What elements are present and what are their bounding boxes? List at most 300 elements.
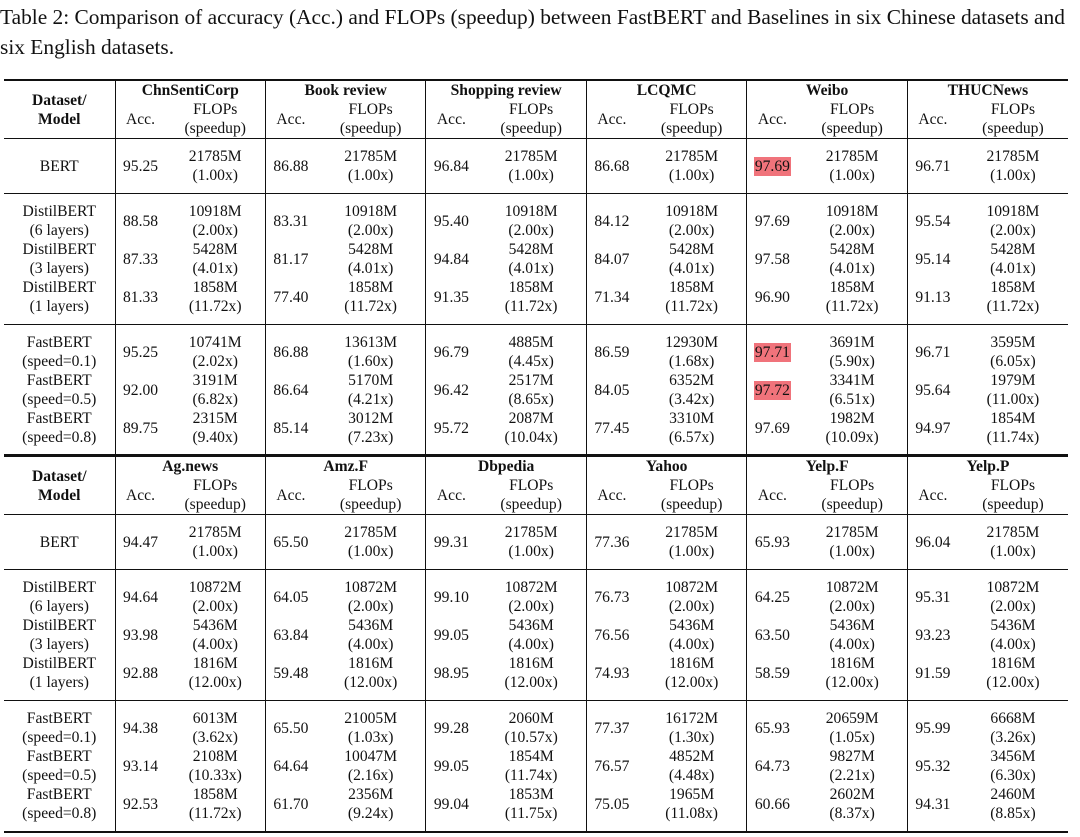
acc-value	[747, 240, 797, 278]
acc-value-text: 99.04	[433, 795, 469, 813]
flops-value-line-2: (10.04x)	[504, 429, 558, 446]
acc-value	[907, 570, 957, 617]
flops-value-line-1: 2517M	[508, 372, 554, 389]
acc-value	[747, 654, 797, 701]
acc-value	[907, 278, 957, 325]
flops-value-line-1: 5428M	[508, 241, 554, 258]
flops-value-line-2: (1.00x)	[668, 543, 715, 560]
flops-value	[166, 194, 266, 241]
acc-value	[265, 515, 315, 570]
flops-value-line-1: 21785M	[504, 148, 558, 165]
model-name-line-2: (speed=0.5)	[22, 767, 97, 784]
flops-value	[797, 570, 907, 617]
flops-value-line-1: 1965M	[669, 786, 715, 803]
flops-value-line-1: 10918M	[986, 203, 1040, 220]
acc-value	[907, 139, 957, 194]
table-row	[4, 194, 1068, 241]
flops-value-line-1: 2356M	[348, 786, 394, 803]
acc-value	[426, 278, 476, 325]
flops-value-line-2: (11.72x)	[188, 298, 242, 315]
acc-value	[115, 785, 165, 832]
flops-value-line-2: (2.00x)	[668, 598, 715, 615]
acc-value-text: 96.79	[433, 343, 469, 361]
model-name	[4, 371, 115, 409]
acc-value-text: 98.95	[433, 664, 469, 682]
acc-value	[426, 139, 476, 194]
acc-value	[115, 654, 165, 701]
flops-header	[637, 100, 747, 139]
model-name	[4, 194, 115, 241]
flops-value	[637, 409, 747, 456]
flops-value-line-1: 5428M	[192, 241, 238, 258]
acc-value-text: 93.98	[122, 626, 159, 644]
flops-value	[797, 139, 907, 194]
acc-value	[115, 409, 165, 456]
model-name-line-1: DistilBERT	[22, 203, 97, 220]
header-row-metrics	[4, 476, 1068, 515]
acc-value-text: 92.00	[122, 381, 159, 399]
acc-value-text: 74.93	[594, 664, 630, 682]
model-name	[4, 278, 115, 325]
dataset-header: THUCNews	[907, 80, 1068, 100]
model-name	[4, 616, 115, 654]
flops-header-line-1: FLOPs	[990, 101, 1036, 118]
model-name-line-1: BERT	[39, 533, 79, 551]
flops-header-line-2: (speedup)	[184, 496, 246, 513]
acc-value	[265, 654, 315, 701]
flops-value	[958, 785, 1068, 832]
acc-value	[747, 325, 797, 372]
acc-value-text: 85.14	[273, 419, 309, 437]
acc-value	[265, 240, 315, 278]
flops-value-line-2: (12.00x)	[504, 674, 558, 691]
acc-value	[586, 701, 636, 748]
acc-header: Acc.	[747, 100, 797, 139]
flops-value-line-2: (1.00x)	[347, 543, 394, 560]
flops-value-line-1: 12930M	[665, 334, 719, 351]
flops-value-line-1: 10872M	[986, 579, 1040, 596]
flops-value	[958, 570, 1068, 617]
dataset-model-header-line-2: Model	[38, 486, 81, 504]
flops-value-line-2: (6.82x)	[192, 391, 238, 408]
flops-value	[637, 278, 747, 325]
acc-value	[586, 747, 636, 785]
flops-value	[316, 701, 426, 748]
acc-value	[907, 747, 957, 785]
model-name	[4, 139, 115, 194]
flops-header-line-2: (speedup)	[821, 496, 883, 513]
acc-value-text: 65.93	[754, 719, 790, 737]
flops-value-line-2: (10.09x)	[825, 429, 879, 446]
flops-value-line-2: (4.48x)	[668, 767, 715, 784]
flops-value-line-2: (12.00x)	[825, 674, 879, 691]
flops-value	[476, 278, 586, 325]
acc-value	[907, 371, 957, 409]
flops-value	[797, 654, 907, 701]
english-results-table	[4, 454, 1068, 833]
table-row	[4, 278, 1068, 325]
flops-header-line-2: (speedup)	[821, 120, 883, 137]
table-body	[4, 139, 1068, 457]
acc-value	[586, 654, 636, 701]
flops-value	[166, 371, 266, 409]
flops-value	[316, 785, 426, 832]
flops-value-line-1: 10872M	[504, 579, 558, 596]
flops-header	[797, 476, 907, 515]
acc-value	[747, 278, 797, 325]
header-row-datasets	[4, 80, 1068, 100]
flops-value	[958, 325, 1068, 372]
table-row	[4, 139, 1068, 194]
acc-value	[907, 654, 957, 701]
acc-header: Acc.	[265, 100, 315, 139]
flops-value-line-1: 1858M	[990, 279, 1036, 296]
flops-value-line-1: 10872M	[344, 579, 398, 596]
table-row	[4, 747, 1068, 785]
flops-value-line-2: (1.00x)	[668, 167, 715, 184]
flops-value	[166, 701, 266, 748]
model-name-line-1: FastBERT	[26, 748, 92, 765]
flops-header	[316, 100, 426, 139]
flops-value	[316, 325, 426, 372]
dataset-header: Shopping review	[426, 80, 586, 100]
flops-value	[316, 654, 426, 701]
dataset-model-header	[4, 456, 115, 515]
flops-value-line-1: 2060M	[508, 710, 554, 727]
flops-value-line-1: 1816M	[669, 655, 715, 672]
flops-value-line-1: 5436M	[348, 617, 394, 634]
flops-value	[797, 409, 907, 456]
flops-header-line-2: (speedup)	[500, 120, 562, 137]
flops-value-line-1: 10047M	[344, 748, 398, 765]
flops-value-line-1: 1816M	[508, 655, 554, 672]
flops-value	[476, 616, 586, 654]
flops-value-line-2: (11.72x)	[344, 298, 397, 315]
flops-value-line-1: 1858M	[348, 279, 394, 296]
flops-value-line-1: 5428M	[829, 241, 875, 258]
acc-value-text: 59.48	[273, 664, 309, 682]
acc-value-text: 76.57	[594, 757, 630, 775]
flops-header-line-1: FLOPs	[348, 101, 393, 118]
acc-header: Acc.	[907, 100, 957, 139]
flops-value-line-1: 10872M	[825, 579, 879, 596]
acc-value	[586, 785, 636, 832]
acc-value-text: 95.31	[915, 588, 951, 606]
flops-value-line-1: 4885M	[508, 334, 554, 351]
flops-value-line-2: (1.00x)	[192, 543, 238, 560]
flops-value	[316, 570, 426, 617]
acc-value	[907, 325, 957, 372]
table-row	[4, 654, 1068, 701]
acc-value	[115, 278, 165, 325]
acc-value	[586, 240, 636, 278]
flops-header-line-1: FLOPs	[348, 477, 393, 494]
acc-value	[586, 278, 636, 325]
acc-value-text: 96.71	[915, 343, 951, 361]
acc-value	[115, 194, 165, 241]
acc-value-text: 91.13	[915, 288, 951, 306]
dataset-model-header-line-2: Model	[38, 110, 81, 128]
flops-value	[637, 325, 747, 372]
acc-value	[907, 785, 957, 832]
flops-value-line-1: 10918M	[504, 203, 558, 220]
flops-value-line-1: 1853M	[508, 786, 554, 803]
flops-value	[166, 139, 266, 194]
model-name-line-1: DistilBERT	[22, 617, 97, 634]
flops-value	[316, 616, 426, 654]
flops-value-line-2: (3.26x)	[990, 729, 1036, 746]
acc-value-text: 88.58	[122, 212, 159, 230]
acc-value-text: 77.36	[594, 533, 630, 551]
flops-value-line-2: (1.03x)	[347, 729, 394, 746]
dataset-header: Book review	[265, 80, 426, 100]
flops-value-line-2: (11.72x)	[986, 298, 1040, 315]
acc-value	[115, 616, 165, 654]
model-name-line-1: DistilBERT	[22, 579, 97, 596]
acc-value-text: 96.71	[915, 157, 951, 175]
model-name-line-2: (6 layers)	[29, 598, 89, 615]
acc-value-text: 94.31	[915, 795, 951, 813]
acc-value	[265, 747, 315, 785]
model-name-line-2: (speed=0.1)	[22, 353, 97, 370]
flops-value	[316, 515, 426, 570]
flops-header-line-2: (speedup)	[982, 120, 1044, 137]
flops-header-line-2: (speedup)	[339, 120, 402, 137]
table-row	[4, 240, 1068, 278]
flops-value-line-2: (11.00x)	[986, 391, 1040, 408]
flops-value-line-2: (11.74x)	[504, 767, 558, 784]
acc-value-text: 95.25	[122, 157, 159, 175]
flops-value	[316, 747, 426, 785]
acc-value	[907, 194, 957, 241]
flops-value	[797, 515, 907, 570]
flops-value-line-2: (8.37x)	[829, 805, 875, 822]
flops-value-line-2: (4.21x)	[347, 391, 394, 408]
flops-value-line-2: (4.00x)	[990, 636, 1036, 653]
flops-value-line-2: (12.00x)	[665, 674, 719, 691]
acc-value-text: 89.75	[122, 419, 159, 437]
acc-value-highlighted: 97.69	[754, 157, 790, 175]
acc-value-text: 99.10	[433, 588, 469, 606]
flops-header-line-2: (speedup)	[982, 496, 1044, 513]
flops-value	[316, 139, 426, 194]
flops-value	[476, 409, 586, 456]
acc-value	[907, 616, 957, 654]
acc-value	[426, 654, 476, 701]
model-name-line-1: FastBERT	[26, 334, 92, 351]
flops-value-line-2: (1.05x)	[829, 729, 875, 746]
flops-value-line-1: 5436M	[990, 617, 1036, 634]
flops-value-line-2: (3.42x)	[668, 391, 715, 408]
flops-value-line-2: (2.00x)	[990, 598, 1036, 615]
model-name	[4, 409, 115, 456]
flops-value-line-1: 5436M	[508, 617, 554, 634]
flops-value-line-2: (10.57x)	[504, 729, 558, 746]
header-row-metrics	[4, 100, 1068, 139]
flops-value-line-2: (2.00x)	[508, 222, 554, 239]
acc-value	[426, 747, 476, 785]
acc-value-text: 84.05	[594, 381, 630, 399]
flops-value-line-2: (4.01x)	[508, 260, 554, 277]
flops-value-line-1: 1982M	[829, 410, 875, 427]
acc-value	[426, 785, 476, 832]
acc-value-text: 95.72	[433, 419, 469, 437]
flops-value-line-1: 21785M	[665, 524, 719, 541]
acc-value	[115, 325, 165, 372]
acc-value-text: 97.69	[754, 419, 790, 437]
acc-header: Acc.	[115, 476, 165, 515]
acc-value	[115, 570, 165, 617]
flops-value-line-2: (2.00x)	[347, 598, 394, 615]
flops-value-line-2: (11.74x)	[986, 429, 1040, 446]
flops-header	[797, 100, 907, 139]
flops-value-line-1: 10872M	[188, 579, 242, 596]
acc-value-highlighted: 97.72	[754, 381, 790, 399]
flops-header	[637, 476, 747, 515]
flops-value	[958, 515, 1068, 570]
model-name-line-2: (speed=0.5)	[22, 391, 97, 408]
table-row	[4, 409, 1068, 456]
flops-value-line-2: (11.75x)	[504, 805, 558, 822]
acc-value-text: 60.66	[754, 795, 790, 813]
acc-value-text: 95.32	[915, 757, 951, 775]
flops-value	[166, 654, 266, 701]
acc-value-text: 84.12	[594, 212, 630, 230]
flops-value-line-2: (1.30x)	[668, 729, 715, 746]
flops-value-line-2: (6.30x)	[990, 767, 1036, 784]
table-row	[4, 570, 1068, 617]
flops-value	[476, 139, 586, 194]
acc-value-text: 86.68	[594, 157, 630, 175]
model-name-line-2: (speed=0.8)	[22, 429, 97, 446]
acc-value-text: 96.84	[433, 157, 469, 175]
acc-header: Acc.	[586, 100, 636, 139]
table-row	[4, 371, 1068, 409]
flops-value	[476, 515, 586, 570]
flops-value	[958, 371, 1068, 409]
flops-value-line-2: (11.72x)	[188, 805, 242, 822]
flops-value	[637, 747, 747, 785]
flops-value	[637, 785, 747, 832]
acc-value	[586, 409, 636, 456]
flops-value-line-1: 21785M	[344, 148, 398, 165]
acc-value	[747, 701, 797, 748]
acc-value-text: 95.14	[915, 250, 951, 268]
acc-value	[426, 701, 476, 748]
flops-value-line-2: (1.00x)	[829, 167, 875, 184]
acc-value	[586, 616, 636, 654]
acc-value-text: 99.05	[433, 757, 469, 775]
model-name-line-2: (6 layers)	[29, 222, 89, 239]
flops-value-line-1: 1854M	[990, 410, 1036, 427]
flops-value	[476, 325, 586, 372]
flops-header-line-2: (speedup)	[660, 120, 723, 137]
flops-header-line-1: FLOPs	[193, 477, 238, 494]
flops-value-line-1: 1854M	[508, 748, 554, 765]
acc-value	[747, 139, 797, 194]
dataset-model-header	[4, 80, 115, 139]
flops-value-line-1: 2315M	[192, 410, 238, 427]
flops-value	[476, 701, 586, 748]
flops-value	[166, 515, 266, 570]
acc-value-text: 64.25	[754, 588, 790, 606]
flops-value-line-2: (2.00x)	[829, 222, 875, 239]
flops-value-line-1: 3691M	[829, 334, 875, 351]
acc-value	[265, 371, 315, 409]
flops-value-line-1: 5428M	[669, 241, 715, 258]
flops-value	[166, 747, 266, 785]
flops-value-line-2: (1.00x)	[347, 167, 394, 184]
model-name	[4, 747, 115, 785]
acc-value-text: 81.33	[122, 288, 159, 306]
acc-value-text: 95.54	[915, 212, 951, 230]
flops-value	[797, 701, 907, 748]
flops-header	[166, 100, 266, 139]
acc-value-text: 99.05	[433, 626, 469, 644]
flops-value	[797, 278, 907, 325]
flops-header-line-1: FLOPs	[509, 101, 554, 118]
acc-value	[265, 139, 315, 194]
model-name	[4, 570, 115, 617]
flops-value-line-1: 5436M	[669, 617, 715, 634]
acc-header: Acc.	[265, 476, 315, 515]
acc-value	[265, 409, 315, 456]
flops-header-line-2: (speedup)	[184, 120, 246, 137]
acc-value-text: 64.64	[273, 757, 309, 775]
acc-value-text: 86.59	[594, 343, 630, 361]
flops-value-line-1: 2087M	[508, 410, 554, 427]
acc-value	[115, 139, 165, 194]
flops-value	[637, 515, 747, 570]
acc-value-text: 94.84	[433, 250, 469, 268]
flops-value	[958, 747, 1068, 785]
flops-value-line-2: (12.00x)	[986, 674, 1040, 691]
model-name-line-1: DistilBERT	[22, 241, 97, 258]
acc-value-text: 76.56	[594, 626, 630, 644]
acc-value-text: 94.97	[915, 419, 951, 437]
flops-value	[476, 747, 586, 785]
flops-value-line-1: 21785M	[986, 148, 1040, 165]
acc-value	[907, 515, 957, 570]
flops-header-line-2: (speedup)	[500, 496, 562, 513]
table-row	[4, 785, 1068, 832]
acc-value-text: 86.88	[273, 157, 309, 175]
flops-value-line-2: (2.00x)	[192, 222, 238, 239]
flops-value-line-1: 1858M	[829, 279, 875, 296]
acc-value-text: 65.50	[273, 533, 309, 551]
flops-header	[166, 476, 266, 515]
acc-value-text: 97.58	[754, 250, 790, 268]
flops-value	[166, 570, 266, 617]
acc-value-text: 77.37	[594, 719, 630, 737]
dataset-header: Amz.F	[265, 456, 426, 477]
model-name-line-2: (3 layers)	[29, 636, 89, 653]
flops-value-line-1: 1816M	[348, 655, 394, 672]
model-name-line-1: BERT	[39, 157, 79, 175]
table-row	[4, 325, 1068, 372]
dataset-header: Yahoo	[586, 456, 747, 477]
flops-value-line-2: (6.51x)	[829, 391, 875, 408]
flops-value	[166, 616, 266, 654]
flops-value	[637, 371, 747, 409]
acc-value-text: 71.34	[594, 288, 630, 306]
flops-value-line-2: (1.00x)	[192, 167, 238, 184]
acc-value	[586, 194, 636, 241]
dataset-header: Ag.news	[115, 456, 265, 477]
acc-value-text: 99.31	[433, 533, 469, 551]
flops-value-line-2: (1.00x)	[829, 543, 875, 560]
acc-value-text: 96.42	[433, 381, 469, 399]
